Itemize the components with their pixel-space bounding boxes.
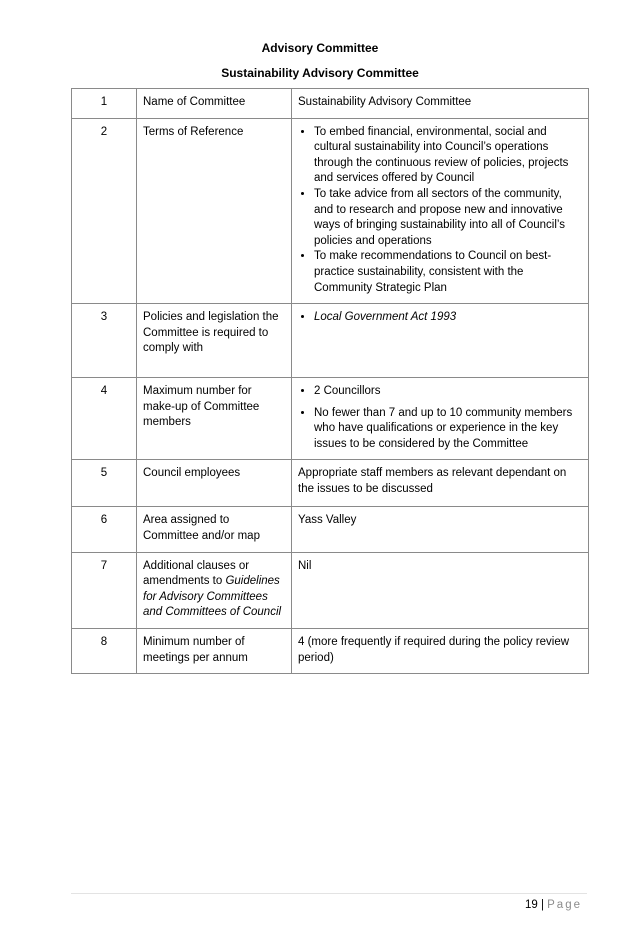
row-value xyxy=(292,304,589,378)
row-number: 4 xyxy=(72,377,137,459)
table-row xyxy=(72,460,589,507)
row-value xyxy=(292,377,589,459)
row-value xyxy=(292,118,589,304)
row-number: 1 xyxy=(72,89,137,119)
row-label-text: Additional clauses or amendments to xyxy=(143,559,250,588)
page-number: 19 xyxy=(524,899,538,911)
row-label: Name of Committee xyxy=(137,89,292,119)
list-item: • To embed financial, environmental, social and cultural sustainability into Council’s operations through the continuous review of policies, projects and services offered by Council xyxy=(314,125,582,187)
row-number: 6 xyxy=(72,507,137,552)
table-row xyxy=(72,118,589,304)
table-row xyxy=(72,507,589,552)
table-row xyxy=(72,552,589,628)
list-item: • To make recommendations to Council on best-practice sustainability, consistent with the Community Strategic Plan xyxy=(314,249,582,296)
row-value: 4 (more frequently if required during the policy review period) xyxy=(292,629,589,674)
row-number: 3 xyxy=(72,304,137,378)
row-label: Area assigned to Committee and/or map xyxy=(137,507,292,552)
row-value: Yass Valley xyxy=(292,507,589,552)
footer-divider xyxy=(71,893,587,894)
row-label: Terms of Reference xyxy=(137,118,292,304)
table-row xyxy=(72,629,589,674)
row-number: 7 xyxy=(72,552,137,628)
table-row xyxy=(72,89,589,119)
page-title: Advisory Committee xyxy=(261,41,379,55)
row-label xyxy=(137,552,292,628)
row-label: Policies and legislation the Committee is required to comply with xyxy=(137,304,292,378)
row-number: 2 xyxy=(72,118,137,304)
table-row xyxy=(72,304,589,378)
row-value: Sustainability Advisory Committee xyxy=(292,89,589,119)
page-footer xyxy=(525,899,582,911)
row-label: Minimum number of meetings per annum xyxy=(137,629,292,674)
page-word: Page xyxy=(547,899,582,911)
list-item: • To take advice from all sectors of the community, and to research and propose new and innovative ways of bringing sustainability into all of Council’s policies and operations xyxy=(314,187,582,249)
bullet-list xyxy=(298,310,582,326)
row-value: Nil xyxy=(292,552,589,628)
list-item: • No fewer than 7 and up to 10 community members who have qualifications or experience in the key issues to be considered by the Committee xyxy=(314,406,582,453)
bullet-list xyxy=(298,125,582,297)
bullet-list xyxy=(298,384,582,452)
list-item: • 2 Councillors xyxy=(314,384,582,400)
row-label: Council employees xyxy=(137,460,292,507)
row-label-italic: Guidelines for Advisory Committees and Committees of Council xyxy=(143,575,282,619)
list-item: • Local Government Act 1993 xyxy=(314,310,582,326)
row-value: Appropriate staff members as relevant dependant on the issues to be discussed xyxy=(292,460,589,507)
terms-of-reference-table xyxy=(71,88,589,674)
row-number: 8 xyxy=(72,629,137,674)
table-row xyxy=(72,377,589,459)
page-subtitle: Sustainability Advisory Committee xyxy=(221,66,419,80)
footer-separator: | xyxy=(540,899,544,911)
row-number: 5 xyxy=(72,460,137,507)
row-label: Maximum number for make-up of Committee members xyxy=(137,377,292,459)
